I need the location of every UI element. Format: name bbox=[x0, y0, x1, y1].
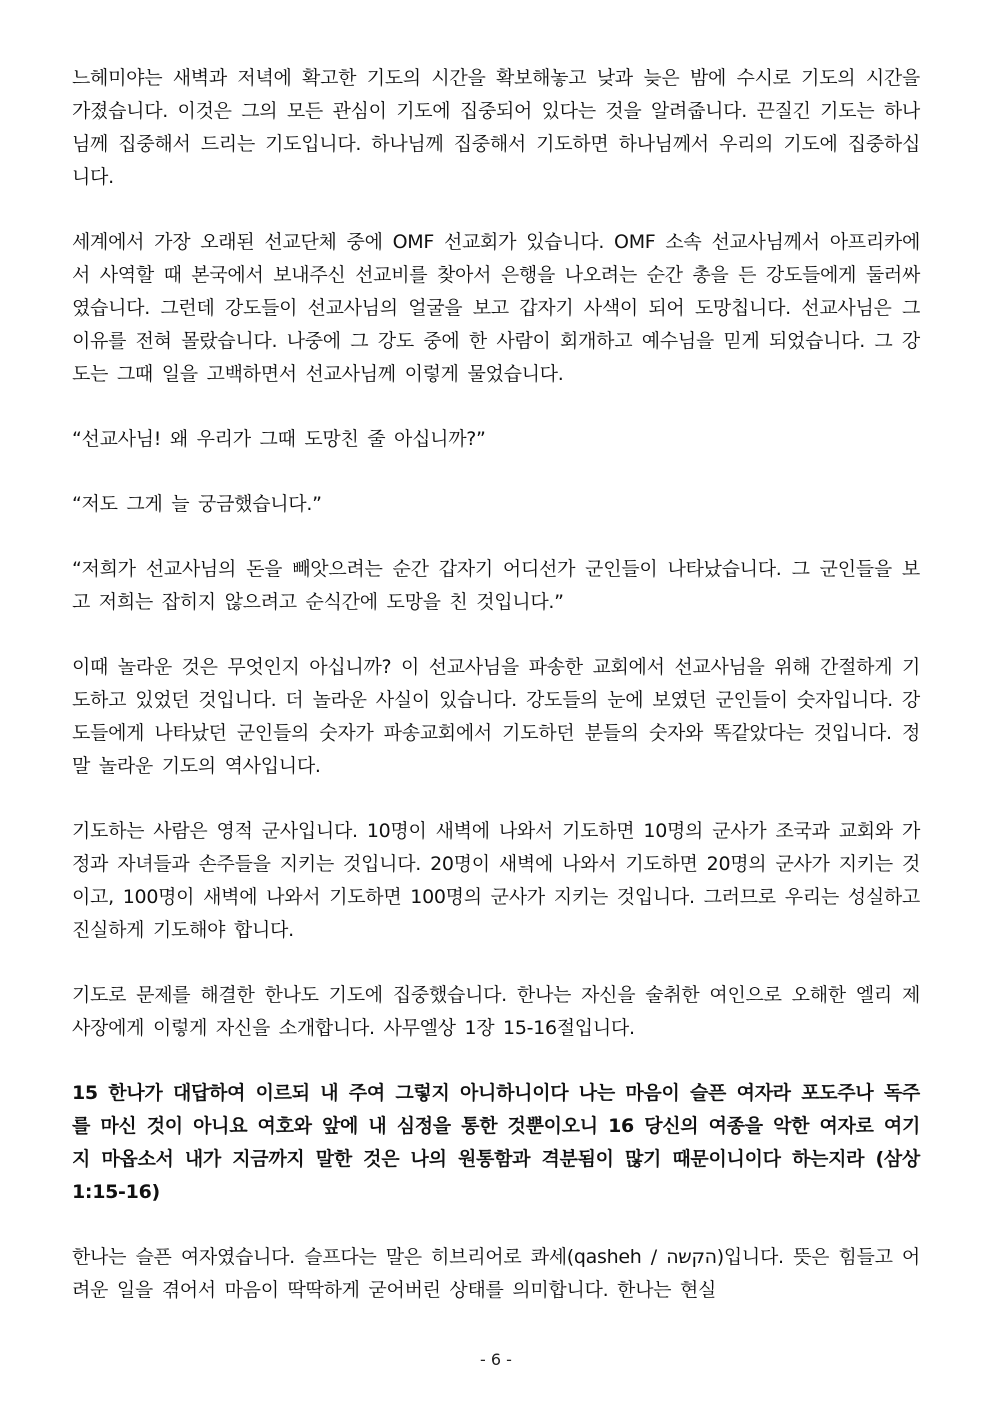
document-page bbox=[72, 62, 920, 1339]
paragraph-amazing-fact: 이때 놀라운 것은 무엇인지 아십니까? 이 선교사님을 파송한 교회에서 선교사님을 위해 간절하게 기도하고 있었던 것입니다. 더 놀라운 사실이 있습니다. 강도들의 눈에 보였던 군인들이 숫자입니다. 강도들에게 나타났던 군인들의 숫자가 파송교회에서 기도하던 분들의 숫자와 똑같았다는 것입니다. 정말 놀라운 기도의 역사입니다. bbox=[72, 656, 920, 777]
paragraph-dialogue-answer: “저도 그게 늘 궁금했습니다.” bbox=[72, 493, 322, 515]
paragraph-omf-story: 세계에서 가장 오래된 선교단체 중에 OMF 선교회가 있습니다. OMF 소속 선교사님께서 아프리카에서 사역할 때 본국에서 보내주신 선교비를 찾아서 은행을 나오려는 순간 총을 든 강도들에게 둘러싸였습니다. 그런데 강도들이 선교사님의 얼굴을 보고 갑자기 사색이 되어 도망칩니다. 선교사님은 그 이유를 전혀 몰랐습니다. 나중에 그 강도 중에 한 사람이 회개하고 예수님을 믿게 되었습니다. 그 강도는 그때 일을 고백하면서 선교사님께 이렇게 물었습니다. bbox=[72, 231, 920, 385]
paragraph-dialogue-question: “선교사님! 왜 우리가 그때 도망친 줄 아십니까?” bbox=[72, 428, 486, 450]
paragraph-hannah-sorrow: 한나는 슬픈 여자였습니다. 슬프다는 말은 히브리어로 콰세(qasheh / הקשה)입니다. 뜻은 힘들고 어려운 일을 겪어서 마음이 딱딱하게 굳어버린 상태를 의미합니다. 한나는 현실 bbox=[72, 1246, 920, 1301]
paragraph-hannah-intro: 기도로 문제를 해결한 한나도 기도에 집중했습니다. 한나는 자신을 술취한 여인으로 오해한 엘리 제사장에게 이렇게 자신을 소개합니다. 사무엘상 1장 15-16절입니다. bbox=[72, 984, 920, 1039]
paragraph-dialogue-explanation: “저희가 선교사님의 돈을 빼앗으려는 순간 갑자기 어디선가 군인들이 나타났습니다. 그 군인들을 보고 저희는 잡히지 않으려고 순식간에 도망을 친 것입니다.” bbox=[72, 558, 920, 613]
scripture-quote: 15 한나가 대답하여 이르되 내 주여 그렇지 아니하니이다 나는 마음이 슬픈 여자라 포도주나 독주를 마신 것이 아니요 여호와 앞에 내 심정을 통한 것뿐이오니 16 당신의 여종을 악한 여자로 여기지 마옵소서 내가 지금까지 말한 것은 나의 원통함과 격분됨이 많기 때문이니이다 하는지라 (삼상 1:15-16) bbox=[72, 1082, 920, 1203]
paragraph-spiritual-soldiers: 기도하는 사람은 영적 군사입니다. 10명이 새벽에 나와서 기도하면 10명의 군사가 조국과 교회와 가정과 자녀들과 손주들을 지키는 것입니다. 20명이 새벽에 나와서 기도하면 20명의 군사가 지키는 것이고, 100명이 새벽에 나와서 기도하면 100명의 군사가 지키는 것입니다. 그러므로 우리는 성실하고 진실하게 기도해야 합니다. bbox=[72, 820, 920, 941]
paragraph-nehemiah-prayer: 느헤미야는 새벽과 저녁에 확고한 기도의 시간을 확보해놓고 낮과 늦은 밤에 수시로 기도의 시간을 가졌습니다. 이것은 그의 모든 관심이 기도에 집중되어 있다는 것을 알려줍니다. 끈질긴 기도는 하나님께 집중해서 드리는 기도입니다. 하나님께 집중해서 기도하면 하나님께서 우리의 기도에 집중하십니다. bbox=[72, 67, 920, 188]
page-number: - 6 - bbox=[480, 1350, 512, 1369]
